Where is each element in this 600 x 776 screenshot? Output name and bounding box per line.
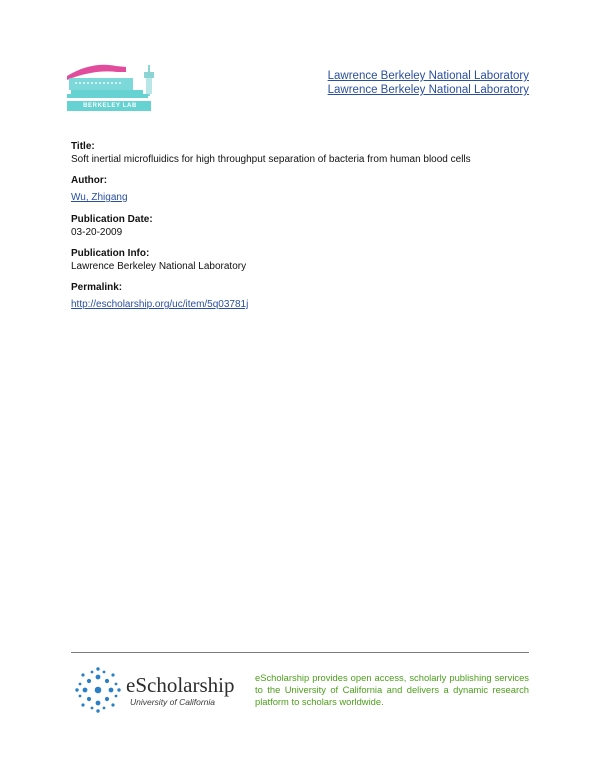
header-links: [328, 69, 529, 97]
permalink-field: [71, 281, 541, 312]
footer-divider: [71, 652, 529, 653]
metadata-block: [71, 140, 541, 320]
author-field: [71, 174, 541, 205]
author-link[interactable]: Wu, Zhigang: [71, 192, 128, 203]
publication-date-label: Publication Date:: [71, 214, 153, 225]
author-label: Author:: [71, 175, 108, 186]
footer-description: eScholarship provides open access, scholarly publishing services to the University of California and delivers a dynamic research platform to scholars worldwide.: [255, 672, 529, 708]
berkeley-lab-logo-text: BERKELEY LAB: [83, 103, 137, 109]
permalink-label: Permalink:: [71, 282, 123, 293]
publication-info-label: Publication Info:: [71, 248, 150, 259]
title-label: Title:: [71, 141, 95, 152]
berkeley-lab-logo: [67, 52, 163, 114]
title-value: Soft inertial microfluidics for high throughput separation of bacteria from human blood cells: [71, 154, 471, 165]
header-link-2[interactable]: Lawrence Berkeley National Laboratory: [327, 84, 529, 96]
publication-date-value: 03-20-2009: [71, 227, 123, 238]
publication-info-field: [71, 247, 541, 273]
permalink-link[interactable]: http://escholarship.org/uc/item/5q03781j: [71, 299, 249, 310]
escholarship-logo: [72, 664, 235, 716]
publication-info-value: Lawrence Berkeley National Laboratory: [71, 261, 247, 272]
title-field: [71, 140, 541, 166]
escholarship-subbrand-text: University of California: [130, 697, 216, 707]
header-link-1[interactable]: Lawrence Berkeley National Laboratory: [327, 70, 529, 82]
escholarship-brand-text: eScholarship: [126, 673, 235, 697]
publication-date-field: [71, 213, 541, 239]
